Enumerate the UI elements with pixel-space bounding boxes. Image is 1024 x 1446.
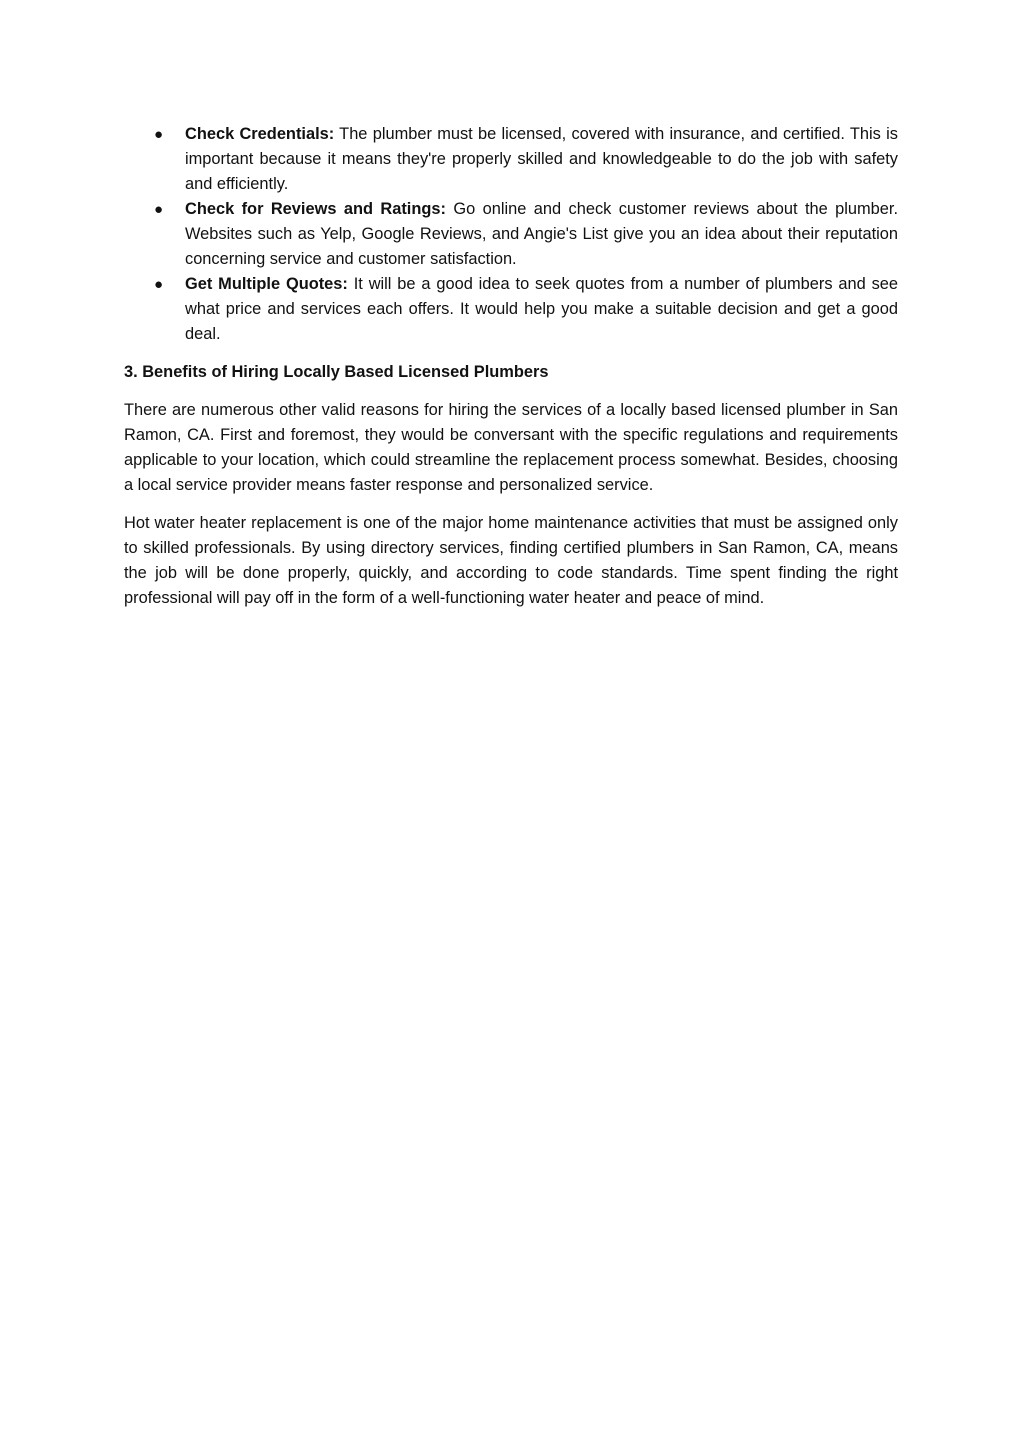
bullet-icon: ● bbox=[154, 126, 164, 143]
bullet-text: Go online and check customer reviews about the plumber. Websites such as Yelp, Google Reviews, and Angie's List give you an idea about their reputation concerning service and customer satisfaction. bbox=[185, 200, 898, 268]
bullet-icon: ● bbox=[154, 276, 164, 293]
document-page bbox=[124, 122, 898, 611]
bullet-term: Check for Reviews and Ratings: bbox=[185, 200, 446, 218]
list-item bbox=[124, 122, 898, 197]
list-item bbox=[124, 272, 898, 347]
bullet-term: Check Credentials: bbox=[185, 125, 335, 143]
list-item bbox=[124, 197, 898, 272]
bullet-text: The plumber must be licensed, covered with insurance, and certified. This is important because it means they're properly skilled and knowledgeable to do the job with safety and efficiently. bbox=[185, 125, 898, 193]
section-heading: 3. Benefits of Hiring Locally Based Licensed Plumbers bbox=[124, 363, 549, 381]
bullet-icon: ● bbox=[154, 201, 164, 218]
bullet-term: Get Multiple Quotes: bbox=[185, 275, 348, 293]
body-paragraph: There are numerous other valid reasons for hiring the services of a locally based licensed plumber in San Ramon, CA. First and foremost, they would be conversant with the specific regulations and requirements applicable to your location, which could streamline the replacement process somewhat. Besides, choosing a local service provider means faster response and personalized service. bbox=[124, 401, 898, 494]
body-paragraph: Hot water heater replacement is one of the major home maintenance activities that must be assigned only to skilled professionals. By using directory services, finding certified plumbers in San Ramon, CA, means the job will be done properly, quickly, and according to code standards. Time spent finding the right professional will pay off in the form of a well-functioning water heater and peace of mind. bbox=[124, 514, 898, 607]
bullet-list bbox=[124, 122, 898, 347]
bullet-text: It will be a good idea to seek quotes from a number of plumbers and see what price and services each offers. It would help you make a suitable decision and get a good deal. bbox=[185, 275, 899, 343]
